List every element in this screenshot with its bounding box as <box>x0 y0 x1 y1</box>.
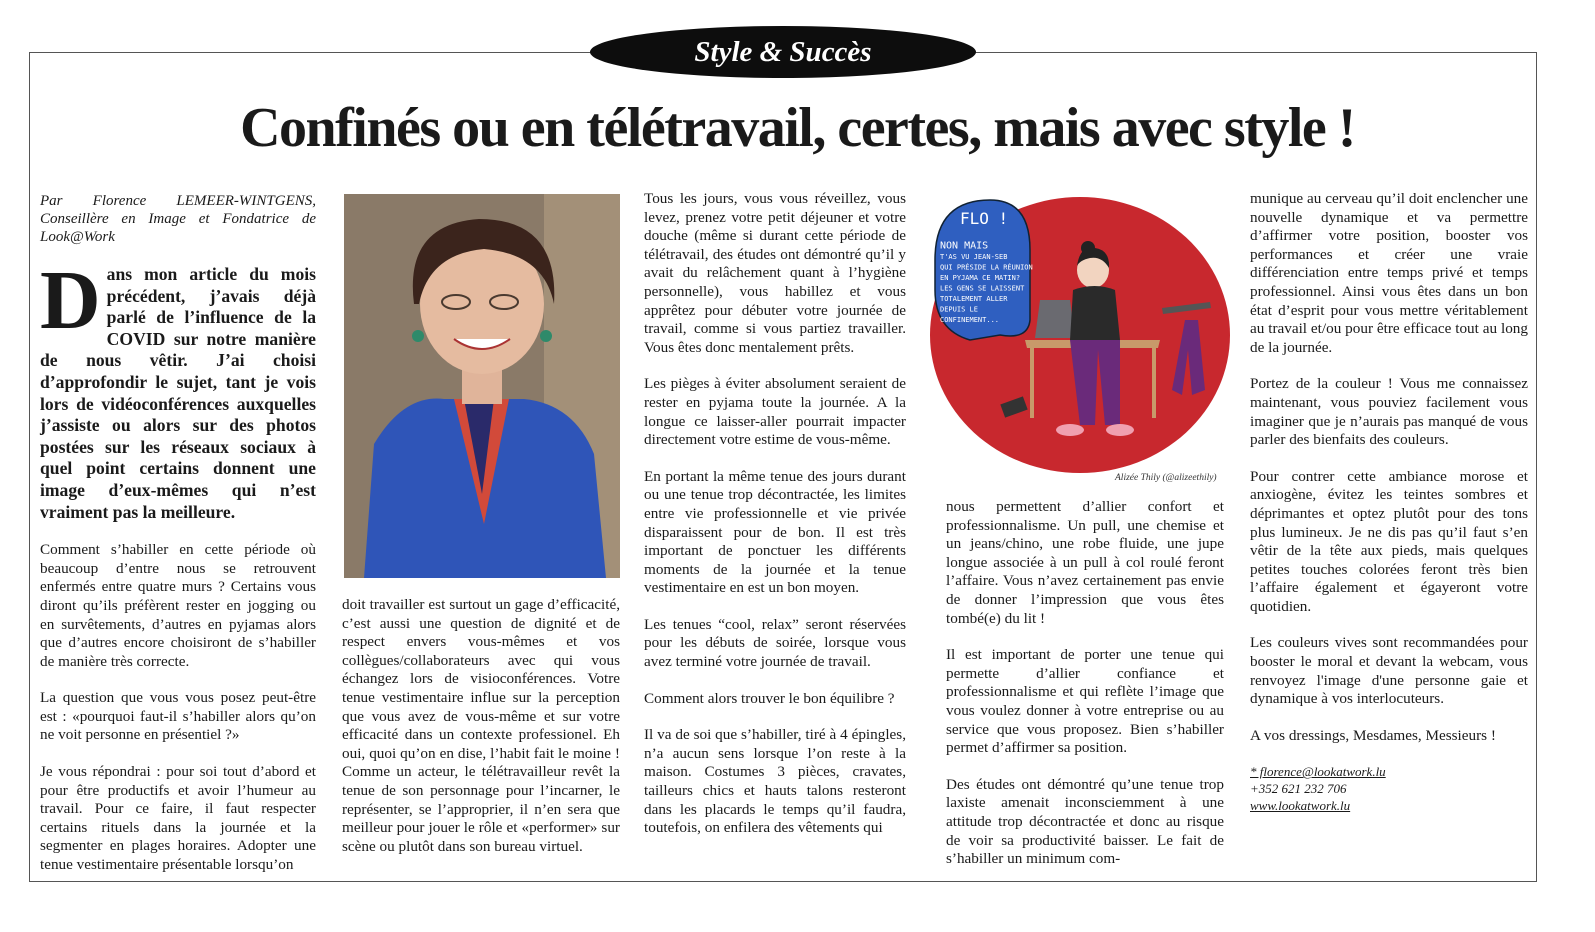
contact-email-link[interactable]: * florence@lookatwork.lu <box>1250 764 1386 780</box>
section-rubric: Style & Succès <box>590 26 976 78</box>
paragraph: A vos dressings, Mesdames, Messieurs ! <box>1250 726 1496 744</box>
column-4 <box>946 498 1224 887</box>
paragraph: Je vous répondrai : pour soi tout d’abord et pour être productifs et avoir l’humeur au travail. Pour ce faire, il faut respecter certains rituels dans la journée et la segmenter en plages horaires. Adopter une tenue vestimentaire présentable lorsqu’on <box>40 763 316 874</box>
paragraph: La question que vous vous posez peut-être est : «pourquoi faut-il s’habiller alors qu’on ne voit personne en présentiel ?» <box>40 689 316 744</box>
speech-bubble-line: LES GENS SE LAISSENT <box>940 284 1025 293</box>
speech-bubble-line: T'AS VU JEAN-SEB <box>940 253 1008 261</box>
paragraph: Des études ont démontré qu’une tenue trop laxiste amenait inconsciemment à une attitude trop décontractée et donc au risque de voir sa productivité baisser. Le fait de s’habiller un minimum com- <box>946 775 1224 868</box>
paragraph: Les tenues “cool, relax” seront réservées pour les débuts de soirée, lorsque vous avez terminé votre journée de travail. <box>644 615 906 671</box>
column-5 <box>1250 190 1528 814</box>
speech-bubble-line: NON MAIS <box>940 240 989 252</box>
paragraph: doit travailler est surtout un gage d’efficacité, c’est aussi une question de dignité et de respect envers vous-mêmes et vos collègues/collaborateurs avec qui vous échangez lors de visioconférences. Votre tenue vestimentaire influe sur la perception que vous avez de vous-même et sur votre efficacité dans un contexte professionel. Eh oui, quoi qu’on en dise, l’habit fait le moine ! Comme un acteur, le télétravailleur revêt la tenue de son personnage pour l’incarner, le représenter, se l’approprier, il n’en sera que meilleur pour jouer le rôle et «performer» sur scène ou plutôt dans son bureau virtuel. <box>342 596 620 855</box>
lead-text: ans mon article du mois précédent, j’avais déjà parlé de l’influence de la COVID sur notre manière de nous vêtir. J’ai choisi d’approfondir le sujet, tant je vois lors de vidéoconférences auxquelles j’assiste ou alors sur des photos postées sur les réseaux sociaux à quel point certains donnent une image d’eux-mêmes qui n’est vraiment pas la meilleure. <box>40 264 316 522</box>
contact-phone: +352 621 232 706 <box>1250 781 1347 797</box>
speech-bubble-line: DEPUIS LE <box>940 305 978 314</box>
speech-bubble-line: CONFINEMENT... <box>940 316 1000 324</box>
lead-paragraph <box>40 254 316 523</box>
paragraph: En portant la même tenue des jours durant ou une tenue trop décontractée, les limites entre vie professionnelle et vie privée disparaissent pour de bon. Il est très important de ponctuer les différents moments de la journée et la tenue vestimentaire en est un bon moyen. <box>644 467 906 597</box>
paragraph: Il va de soi que s’habiller, tiré à 4 épingles, n’a aucun sens lorsque l’on reste à la maison. Costumes 3 pièces, cravates, tailleurs chics et hauts talons resteront dans les placards le temps qu’il faudra, toutefois, on enfilera des vêtements qui <box>644 726 906 837</box>
speech-bubble-line: FLO ! <box>960 209 1009 228</box>
paragraph: Les couleurs vives sont recommandées pour booster le moral et devant la webcam, vous renvoyez l'image d'une personne gaie et dynamique à vos interlocuteurs. <box>1250 634 1528 708</box>
cartoon-illustration <box>930 190 1230 484</box>
contact-block <box>1250 763 1528 814</box>
paragraph: munique au cerveau qu’il doit enclencher une nouvelle dynamique et va permettre d’affirmer votre position, booster vos performances et créer une vraie différenciation entre temps privé et temps professionnel. Ainsi vous êtes dans un bon état d’esprit pour vous mettre véritablement au travail et/ou pour être efficace tout au long de la journée. <box>1250 190 1528 356</box>
column-3 <box>644 190 906 856</box>
cartoon-drawing <box>930 190 1230 484</box>
column-2 <box>342 596 620 874</box>
column-1 <box>40 192 316 893</box>
headline: Confinés ou en télétravail, certes, mais avec style ! <box>240 97 1355 159</box>
paragraph: Pour contrer cette ambiance morose et anxiogène, évitez les teintes sombres et déprimantes et optez plutôt pour des tons plus lumineux. Je ne dis pas qu’il faut s’en vêtir de la tête aux pieds, mais quelques petites touches colorées feront très bien l’affaire également et égayeront votre quotidien. <box>1250 467 1528 615</box>
author-portrait-illustration <box>344 194 620 578</box>
paragraph: Tous les jours, vous vous réveillez, vous levez, prenez votre petit déjeuner et votre douche (même si durant cette période de télétravail, des études ont démontré qu’il y avait du relâchement quant à l’hygiène personnelle), vous habillez et vous apprêtez pour débuter votre journée de travail, comme si vous partiez travailler. Vous êtes donc mentalement prêts. <box>644 190 906 356</box>
paragraph: nous permettent d’allier confort et professionnalisme. Un pull, une chemise et un jeans/chino, une robe fluide, une jupe longue associée à un pull à col roulé feront l’affaire. Vous n’avez certainement pas envie de donner l’impression que vous êtes tombé(e) du lit ! <box>946 498 1224 627</box>
author-photo <box>344 194 620 578</box>
paragraph: Il est important de porter une tenue qui permette d’allier confiance et professionnalisme et qui reflète l’image que vous voulez donner à votre entreprise ou au service que vous proposez. Bien s’habiller permet d’affirmer sa position. <box>946 646 1224 757</box>
byline: Par Florence LEMEER-WINTGENS, Conseillère en Image et Fondatrice de Look@Work <box>40 193 316 245</box>
speech-bubble-line: TOTALEMENT ALLER <box>940 295 1008 303</box>
paragraph: Comment s’habiller en cette période où beaucoup d’entre nous se retrouvent enfermés entre quatre murs ? Certains vous diront qu’ils préfèrent rester en jogging ou en survêtements, d’autres en pyjamas alors que d’autres encore choisiront de s’habiller de manière très correcte. <box>40 541 316 670</box>
illustration-credit: Alizée Thily (@alizeethily) <box>1115 473 1217 483</box>
drop-cap: D <box>40 254 101 347</box>
speech-bubble-line: EN PYJAMA CE MATIN? <box>940 274 1021 282</box>
speech-bubble-line: QUI PRÉSIDE LA RÉUNION <box>940 263 1033 272</box>
paragraph: Comment alors trouver le bon équilibre ? <box>644 689 895 707</box>
contact-website-link[interactable]: www.lookatwork.lu <box>1250 798 1351 814</box>
paragraph: Les pièges à éviter absolument seraient de rester en pyjama toute la journée. A la longue ce laisser-aller pourrait impacter directement votre estime de vous-même. <box>644 375 906 449</box>
paragraph: Portez de la couleur ! Vous me connaissez maintenant, vous pouviez facilement vous imaginer que je n’aurais pas manqué de vous parler des bienfaits des couleurs. <box>1250 375 1528 449</box>
